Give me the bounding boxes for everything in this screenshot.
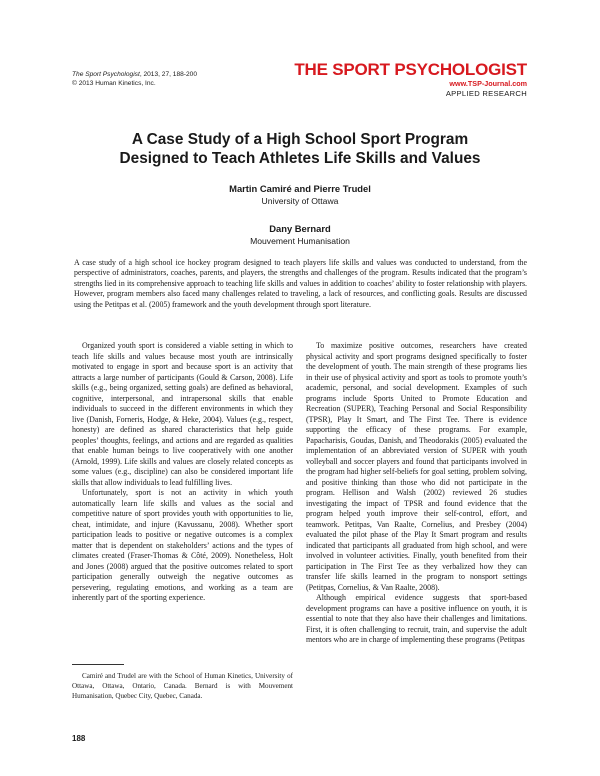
author-block-2	[60, 222, 540, 247]
journal-url[interactable]: www.TSP-Journal.com	[449, 79, 527, 88]
journal-masthead	[227, 60, 527, 99]
journal-title-italic: The Sport Psychologist	[72, 71, 140, 78]
footnote-divider	[72, 664, 124, 665]
body-column-right	[306, 341, 527, 646]
author-footnote: Camiré and Trudel are with the School of Human Kinetics, University of Ottawa, Ottawa, Ontario, Canada. Bernard is with Mouvement Humanisation, Quebec City, Quebec, Canada.	[72, 672, 293, 700]
article-section: APPLIED RESEARCH	[445, 89, 527, 98]
author-names: Martin Camiré and Pierre Trudel	[229, 183, 371, 194]
paragraph: Unfortunately, sport is not an activity in which youth automatically learn life skills and values as the social and competitive nature of sport provides youth with opportunities to lie, cheat, intimidate, and injure (Kavussanu, 2008). Whether sport participation leads to positive or negative outcomes is a complex matter that is dependent on stakeholders’ actions and the types of climates created (Fraser-Thomas & Côté, 2009). Nonetheless, Holt and Jones (2008) argued that the positive outcomes related to sport participation generally outweigh the negative outcomes as persevering, regulating emotions, and working as a team are inherently part of the sporting experience.	[72, 488, 293, 602]
author-block-1	[60, 182, 540, 207]
title-line-1: A Case Study of a High School Sport Program	[131, 131, 469, 148]
author-names: Dany Bernard	[269, 223, 331, 234]
title-line-2: Designed to Teach Athletes Life Skills and Values	[119, 150, 481, 167]
author-affiliation: University of Ottawa	[261, 196, 339, 206]
body-column-left	[72, 341, 293, 604]
article-title	[60, 130, 540, 168]
copyright-line: © 2013 Human Kinetics, Inc.	[72, 80, 156, 87]
page-number: 188	[72, 734, 86, 743]
author-affiliation: Mouvement Humanisation	[250, 236, 350, 246]
paragraph: To maximize positive outcomes, researchers have created physical activity and sport programs designed specifically to foster the development of youth. The main strength of these programs lies in their use of physical activity and sport as tools to promote youth’s academic, personal, and social development. Examples of such programs include Sports United to Promote Education and Recreation (SUPER), Teaching Personal and Social Responsibility (TPSR), Play It Smart, and The First Tee. There is evidence supporting the efficacy of these programs. For example, Papacharisis, Goudas, Danish, and Theodorakis (2005) evaluated the implementation of an abbreviated version of SUPER with youth volleyball and soccer players and found that participants involved in the program had higher self-beliefs for goal setting, problem solving, and positive thinking than those who did not participate in the program. Hellison and Walsh (2002) reviewed 26 studies investigating the impact of TPSR and found evidence that the program helped youth improve their self-control, effort, and teamwork. Petitpas, Van Raalte, Cornelius, and Presbey (2004) evaluated the pilot phase of the Play It Smart program and results indicated that participants all graduated from high school, and were involved in volunteer activities. Finally, youth benefited from their participation in The First Tee as they verbalized how they can transfer life skills learned in the program to nonsport settings (Petitpas, Cornelius, & Van Raalte, 2008).	[306, 341, 527, 592]
paragraph: Although empirical evidence suggests that sport-based development programs can have a positive influence on youth, it is essential to note that they also have their challenges and limitations. First, it is often challenging to recruit, train, and supervise the adult mentors who are in charge of implementing these programs (Petitpas	[306, 593, 527, 644]
abstract: A case study of a high school ice hockey program designed to teach players life skills and values was conducted to understand, from the perspective of administrators, coaches, parents, and players, the strengths and challenges of the program. Results indicated that the program’s strengths lied in its comprehensive approach to teaching life skills and values in addition to coaches’ ability to foster relationship with players. However, program members also faced many challenges related to traveling, a lack of resources, and conflicting goals. Results are discussed using the Petitpas et al. (2005) framework and the youth development through sport literature.	[74, 258, 527, 309]
journal-name: THE SPORT PSYCHOLOGIST	[294, 60, 527, 79]
citation-volume: , 2013, 27, 188-200	[139, 71, 198, 78]
paragraph: Organized youth sport is considered a viable setting in which to teach life skills and values because most youth are intrinsically motivated to engage in sport and because sport is an activity that attracts a large number of participants (Gould & Carson, 2008). Life skills (e.g., being organized, setting goals) are defined as behavioral, cognitive, interpersonal, and intrapersonal skills that enable individuals to succeed in the different environments in which they live (Danish, Forneris, Hodge, & Heke, 2004). Values (e.g., respect, honesty) are defined as shared characteristics that help guide peoples’ thoughts, feelings, and actions and are regarded as qualities that enable human beings to live cooperatively with one another (Arnold, 1999). Life skills and values are closely related concepts as some values (e.g., discipline) can also be considered important life skills that allow individuals to lead fulfilling lives.	[72, 341, 293, 487]
